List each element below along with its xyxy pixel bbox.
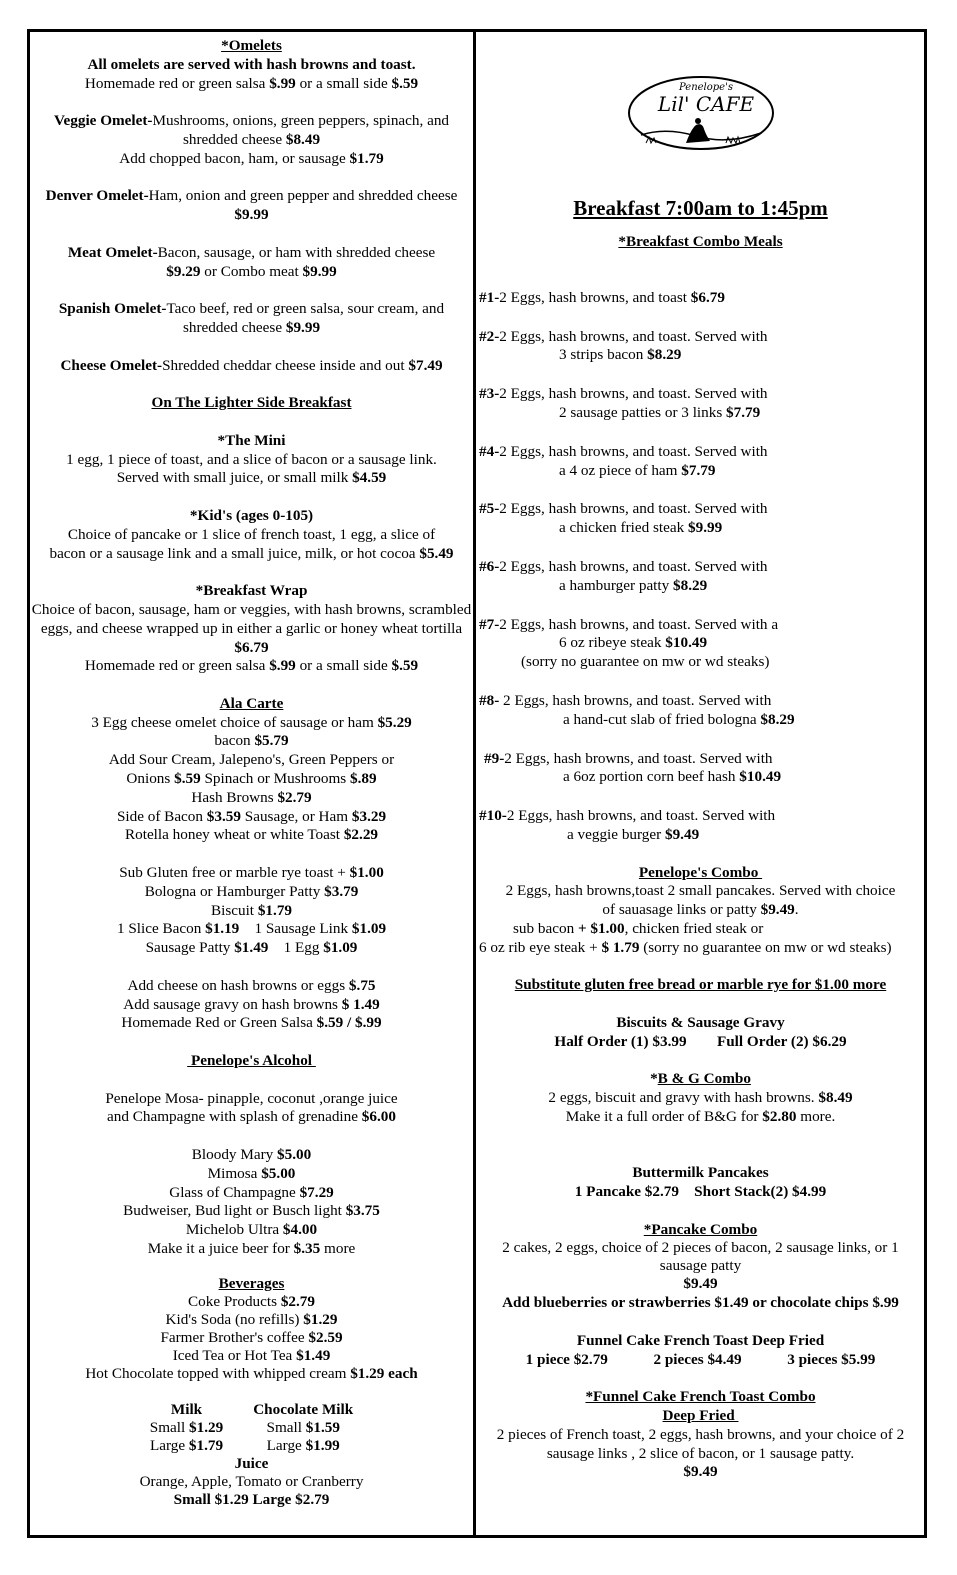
beverage-line: Farmer Brother's coffee $2.59: [160, 1328, 343, 1346]
bg-combo-heading: *B & G Combo: [650, 1070, 751, 1088]
biscuits-sizes: Half Order (1) $3.99 Full Order (2) $6.29: [554, 1032, 847, 1050]
beverages-heading: Beverages: [218, 1274, 285, 1292]
left-column: [30, 37, 473, 1509]
alacarte-line: Onions $.59 Spinach or Mushrooms $.89: [126, 770, 377, 788]
pancakes-heading: Buttermilk Pancakes: [632, 1164, 769, 1182]
chocolate-milk-column: Chocolate Milk Small $1.59 Large $1.99: [253, 1400, 354, 1454]
alacarte-line: 1 Slice Bacon $1.19 1 Sausage Link $1.09: [116, 920, 387, 938]
pancakes-sizes: 1 Pancake $2.79 Short Stack(2) $4.99: [574, 1183, 827, 1201]
combo-line: #5-2 Eggs, hash browns, and toast. Served with: [479, 500, 768, 518]
combo-item: [479, 289, 922, 308]
breakfast-hours: Breakfast 7:00am to 1:45pm: [573, 196, 828, 220]
wrap-salsa: Homemade red or green salsa $.99 or a small side $.59: [84, 657, 419, 675]
beverage-line: Iced Tea or Hot Tea $1.49: [172, 1346, 331, 1364]
combo-line: #3-2 Eggs, hash browns, and toast. Served with: [479, 385, 768, 403]
juice-flavors: Orange, Apple, Tomato or Cranberry: [139, 1472, 364, 1490]
drink-line: Budweiser, Bud light or Busch light $3.75: [123, 1202, 380, 1220]
funnel-combo-subheading: Deep Fried: [662, 1407, 739, 1425]
combo-line: #10-2 Eggs, hash browns, and toast. Served with: [479, 807, 776, 825]
mini-name: *The Mini: [217, 431, 286, 449]
penelope-combo-desc: 2 Eggs, hash browns,toast 2 small pancakes. Served with choice: [505, 882, 896, 900]
pancake-combo-addon: Add blueberries or strawberries $1.49 or chocolate chips $.99: [502, 1294, 899, 1312]
combo-detail: 6 oz ribeye steak $10.49: [559, 634, 708, 652]
right-column: [479, 37, 922, 1482]
mini-desc: 1 egg, 1 piece of toast, and a slice of bacon or a sausage link.: [66, 450, 437, 468]
combo-line: #2-2 Eggs, hash browns, and toast. Served with: [479, 327, 768, 345]
funnel-combo-heading: *Funnel Cake French Toast Combo: [585, 1388, 816, 1406]
juice-sizes: Small $1.29 Large $2.79: [173, 1490, 330, 1508]
combo-line: #8- 2 Eggs, hash browns, and toast. Served with: [479, 691, 772, 709]
beverage-line: Coke Products $2.79: [188, 1292, 315, 1310]
kids-name: *Kid's (ages 0-105): [189, 506, 314, 524]
drink-line: Mimosa $5.00: [207, 1164, 296, 1182]
cafe-logo: [626, 73, 776, 153]
combo-item: [479, 558, 922, 596]
milk-table: [30, 1401, 473, 1455]
combo-item: [479, 750, 922, 788]
substitute-note: Substitute gluten free bread or marble rye for $1.00 more: [514, 976, 887, 994]
svg-text:Penelope's: Penelope's: [678, 82, 733, 93]
alacarte-line: Add sausage gravy on hash browns $ 1.49: [123, 995, 380, 1013]
alacarte-line: Rotella honey wheat or white Toast $2.29: [125, 826, 378, 844]
penelope-mosa: Penelope Mosa- pinapple, coconut ,orange juice: [105, 1089, 398, 1107]
combo-line: #9-2 Eggs, hash browns, and toast. Served with: [484, 749, 773, 767]
cheese-omelet: Cheese Omelet-Shredded cheddar cheese inside and out $7.49: [60, 356, 443, 374]
alacarte-line: Add cheese on hash browns or eggs $.75: [127, 976, 376, 994]
svg-text:Lil' CAFE: Lil' CAFE: [657, 92, 754, 116]
pancake-combo-heading: *Pancake Combo: [643, 1220, 758, 1238]
biscuits-heading: Biscuits & Sausage Gravy: [616, 1013, 785, 1031]
penelope-combo-sub: sub bacon + $1.00, chicken fried steak or: [513, 919, 764, 937]
wrap-name: *Breakfast Wrap: [195, 582, 308, 600]
combo-heading: *Breakfast Combo Meals: [618, 233, 783, 250]
alacarte-line: Homemade Red or Green Salsa $.59 / $.99: [121, 1014, 382, 1032]
funnel-sizes: 1 piece $2.79 2 pieces $4.49 3 pieces $5.99: [525, 1350, 876, 1368]
omelets-intro: All omelets are served with hash browns and toast.: [87, 55, 416, 73]
combo-detail: 3 strips bacon $8.29: [559, 346, 682, 364]
spanish-omelet: Spanish Omelet-Taco beef, red or green salsa, sour cream, and shredded cheese $9.99: [58, 300, 445, 336]
funnel-combo-desc: 2 pieces of French toast, 2 eggs, hash browns, and your choice of 2 sausage links , 2 slice of bacon, or 1 sausage patty.: [496, 1425, 905, 1462]
column-divider: [473, 29, 476, 1538]
combo-item: [479, 692, 922, 730]
alacarte-line: bacon $5.79: [214, 732, 289, 750]
alacarte-line: Side of Bacon $3.59 Sausage, or Ham $3.29: [116, 807, 387, 825]
combo-list: [479, 289, 922, 845]
combo-line: #6-2 Eggs, hash browns, and toast. Served with: [479, 557, 768, 575]
drink-line: Bloody Mary $5.00: [191, 1146, 312, 1164]
alacarte-line: Bologna or Hamburger Patty $3.79: [144, 882, 359, 900]
bg-combo-desc: 2 eggs, biscuit and gravy with hash browns. $8.49: [548, 1089, 853, 1107]
beverage-line: Kid's Soda (no refills) $1.29: [165, 1310, 338, 1328]
drink-line: Make it a juice beer for $.35 more: [147, 1240, 356, 1257]
combo-item: [479, 328, 922, 366]
salsa-line: Homemade red or green salsa $.99 or a small side $.59: [84, 74, 419, 92]
combo-detail: a 6oz portion corn beef hash $10.49: [563, 768, 782, 786]
beverage-line: Hot Chocolate topped with whipped cream $1.29 each: [85, 1364, 418, 1382]
veggie-omelet: Veggie Omelet-Mushrooms, onions, green peppers, spinach, and shredded cheese $8.49: [53, 112, 450, 148]
alacarte-line: Hash Browns $2.79: [191, 788, 312, 806]
meat-omelet: Meat Omelet-Bacon, sausage, or ham with shredded cheese $9.29 or Combo meat $9.99: [67, 243, 436, 280]
combo-item: [479, 385, 922, 423]
denver-omelet: Denver Omelet-Ham, onion and green pepper and shredded cheese $9.99: [45, 187, 458, 224]
combo-line: #7-2 Eggs, hash browns, and toast. Served with a: [479, 615, 779, 633]
alacarte-line: Sausage Patty $1.49 1 Egg $1.09: [145, 939, 358, 957]
drink-line: Glass of Champagne $7.29: [169, 1183, 334, 1201]
pancake-combo-price: $9.49: [683, 1275, 718, 1293]
lighter-heading: On The Lighter Side Breakfast: [151, 394, 352, 412]
penelope-mosa-2: and Champagne with splash of grenadine $6.00: [107, 1108, 396, 1126]
combo-note: (sorry no guarantee on mw or wd steaks): [521, 653, 770, 671]
juice-heading: Juice: [234, 1454, 269, 1472]
combo-detail: a chicken fried steak $9.99: [559, 519, 723, 537]
omelet-addon: Add chopped bacon, ham, or sausage $1.79: [119, 149, 384, 167]
omelets-heading: *Omelets: [221, 37, 282, 54]
funnel-heading: Funnel Cake French Toast Deep Fried: [576, 1331, 825, 1349]
bg-combo-upgrade: Make it a full order of B&G for $2.80 more.: [565, 1107, 836, 1125]
combo-item: [479, 500, 922, 538]
alacarte-line: Biscuit $1.79: [210, 901, 292, 919]
mini-desc-2: Served with small juice, or small milk $4.59: [116, 469, 387, 487]
kids-desc-2: bacon or a sausage link and a small juice, milk, or hot cocoa $5.49: [49, 544, 454, 562]
penelope-combo-sub-2: 6 oz rib eye steak + $ 1.79 (sorry no guarantee on mw or wd steaks): [479, 938, 892, 956]
combo-item: [479, 443, 922, 481]
combo-detail: 2 sausage patties or 3 links $7.79: [559, 403, 761, 421]
alacarte-line: Sub Gluten free or marble rye toast + $1.00: [119, 864, 384, 882]
penelope-combo-desc-2: of sauasage links or patty $9.49.: [602, 901, 799, 919]
kids-desc: Choice of pancake or 1 slice of french toast, 1 egg, a slice of: [67, 525, 436, 543]
combo-item: [479, 616, 922, 672]
combo-detail: a veggie burger $9.49: [567, 825, 700, 843]
alacarte-line: 3 Egg cheese omelet choice of sausage or ham $5.29: [91, 713, 412, 731]
milk-column: Milk Small $1.29 Large $1.79: [149, 1400, 224, 1454]
funnel-combo-price: $9.49: [683, 1463, 718, 1481]
alcohol-heading: Penelope's Alcohol: [187, 1052, 316, 1070]
pancake-combo-desc: 2 cakes, 2 eggs, choice of 2 pieces of bacon, 2 sausage links, or 1 sausage patty: [502, 1239, 899, 1275]
penelope-combo-heading: Penelope's Combo: [638, 863, 763, 881]
drink-line: Michelob Ultra $4.00: [185, 1221, 318, 1239]
combo-line: #1-2 Eggs, hash browns, and toast $6.79: [479, 288, 725, 306]
wrap-desc: Choice of bacon, sausage, ham or veggies, with hash browns, scrambled eggs, and cheese wrapped up in either a garlic or honey wheat tortilla $6.79: [31, 600, 472, 656]
combo-detail: a hamburger patty $8.29: [559, 576, 708, 594]
alacarte-line: Add Sour Cream, Jalepeno's, Green Peppers or: [108, 751, 395, 769]
alacarte-heading: Ala Carte: [219, 694, 284, 712]
combo-detail: a hand-cut slab of fried bologna $8.29: [563, 710, 795, 728]
combo-item: [479, 807, 922, 845]
combo-line: #4-2 Eggs, hash browns, and toast. Served with: [479, 442, 768, 460]
combo-detail: a 4 oz piece of ham $7.79: [559, 461, 716, 479]
